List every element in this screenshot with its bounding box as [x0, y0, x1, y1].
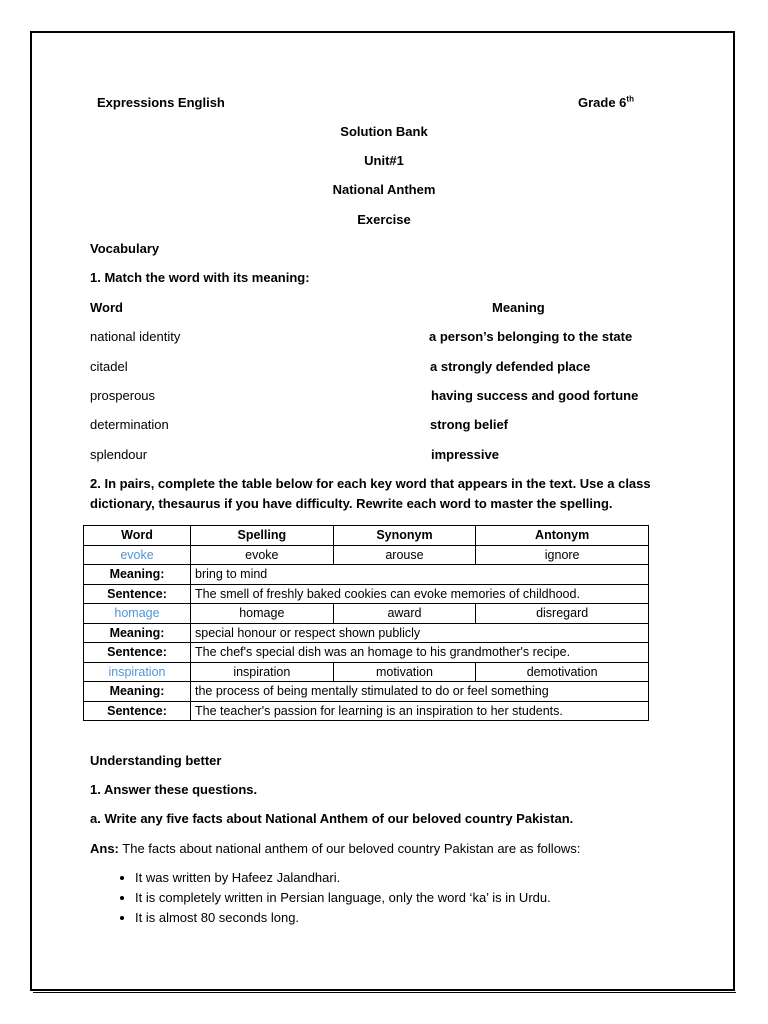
meaning-label: Meaning: — [84, 565, 191, 585]
antonym-cell: demotivation — [476, 662, 649, 682]
synonym-cell: arouse — [333, 545, 476, 565]
meaning-cell: the process of being mentally stimulated to do or feel something — [191, 682, 649, 702]
sentence-label: Sentence: — [84, 701, 191, 721]
match-word: splendour — [90, 447, 148, 462]
column-meaning: Meaning — [492, 300, 545, 315]
sentence-cell: The chef's special dish was an homage to his grandmother's recipe. — [191, 643, 649, 663]
table-row — [84, 701, 649, 721]
key-word-table — [83, 525, 649, 721]
spelling-cell: evoke — [191, 545, 334, 565]
match-word: determination — [90, 417, 169, 432]
header-spelling: Spelling — [191, 526, 334, 546]
understanding-heading: Understanding better — [90, 753, 222, 768]
question-1: 1. Match the word with its meaning: — [90, 270, 310, 285]
table-row — [84, 565, 649, 585]
answer-line — [90, 841, 580, 857]
page-border-shadow — [33, 990, 736, 993]
answer-questions-label: 1. Answer these questions. — [90, 782, 258, 797]
sentence-cell: The smell of freshly baked cookies can evoke memories of childhood. — [191, 584, 649, 604]
antonym-cell: disregard — [476, 604, 649, 624]
antonym-cell: ignore — [476, 545, 649, 565]
match-meaning: a person’s belonging to the state — [429, 329, 633, 344]
sentence-label: Sentence: — [84, 584, 191, 604]
match-word: citadel — [90, 359, 128, 374]
list-item: • It is completely written in Persian language, only the word ‘ka’ is in Urdu. — [135, 888, 551, 908]
title-unit: Unit#1 — [364, 153, 404, 168]
table-row — [84, 682, 649, 702]
table-row — [84, 584, 649, 604]
column-word: Word — [90, 300, 123, 315]
meaning-label: Meaning: — [84, 623, 191, 643]
title-solution-bank: Solution Bank — [340, 124, 428, 139]
question-2: 2. In pairs, complete the table below for each key word that appears in the text. Use a class dictionary, thesaurus if you have difficulty. Rewrite each word to master the spelling. — [90, 476, 651, 511]
sentence-cell: The teacher's passion for learning is an inspiration to her students. — [191, 701, 649, 721]
answer-text: The facts about national anthem of our beloved country Pakistan are as follows: — [118, 841, 581, 856]
synonym-cell: motivation — [333, 662, 476, 682]
synonym-cell: award — [333, 604, 476, 624]
match-meaning: having success and good fortune — [431, 388, 639, 403]
table-row — [84, 545, 649, 565]
key-word: homage — [84, 604, 191, 624]
grade-label: Grade 6th — [578, 94, 634, 110]
match-meaning: impressive — [431, 447, 499, 462]
table-row — [84, 604, 649, 624]
table-row — [84, 623, 649, 643]
spelling-cell: homage — [191, 604, 334, 624]
match-meaning: a strongly defended place — [430, 359, 591, 374]
match-word: national identity — [90, 329, 181, 344]
table-row — [84, 643, 649, 663]
book-title: Expressions English — [97, 95, 225, 110]
header-word: Word — [84, 526, 191, 546]
question-a: a. Write any five facts about National Anthem of our beloved country Pakistan. — [90, 811, 574, 826]
header-synonym: Synonym — [333, 526, 476, 546]
table-row — [84, 662, 649, 682]
facts-list — [90, 868, 551, 928]
key-word: inspiration — [84, 662, 191, 682]
meaning-cell: special honour or respect shown publicly — [191, 623, 649, 643]
list-item: • It is almost 80 seconds long. — [135, 908, 551, 928]
spelling-cell: inspiration — [191, 662, 334, 682]
key-word: evoke — [84, 545, 191, 565]
answer-label: Ans: — [90, 841, 119, 856]
title-topic: National Anthem — [332, 182, 436, 197]
header-antonym: Antonym — [476, 526, 649, 546]
match-word: prosperous — [90, 388, 156, 403]
meaning-cell: bring to mind — [191, 565, 649, 585]
table-header-row — [84, 526, 649, 546]
list-item: • It was written by Hafeez Jalandhari. — [135, 868, 551, 888]
meaning-label: Meaning: — [84, 682, 191, 702]
match-meaning: strong belief — [430, 417, 509, 432]
sentence-label: Sentence: — [84, 643, 191, 663]
vocabulary-heading: Vocabulary — [90, 241, 160, 256]
title-exercise: Exercise — [357, 212, 411, 227]
